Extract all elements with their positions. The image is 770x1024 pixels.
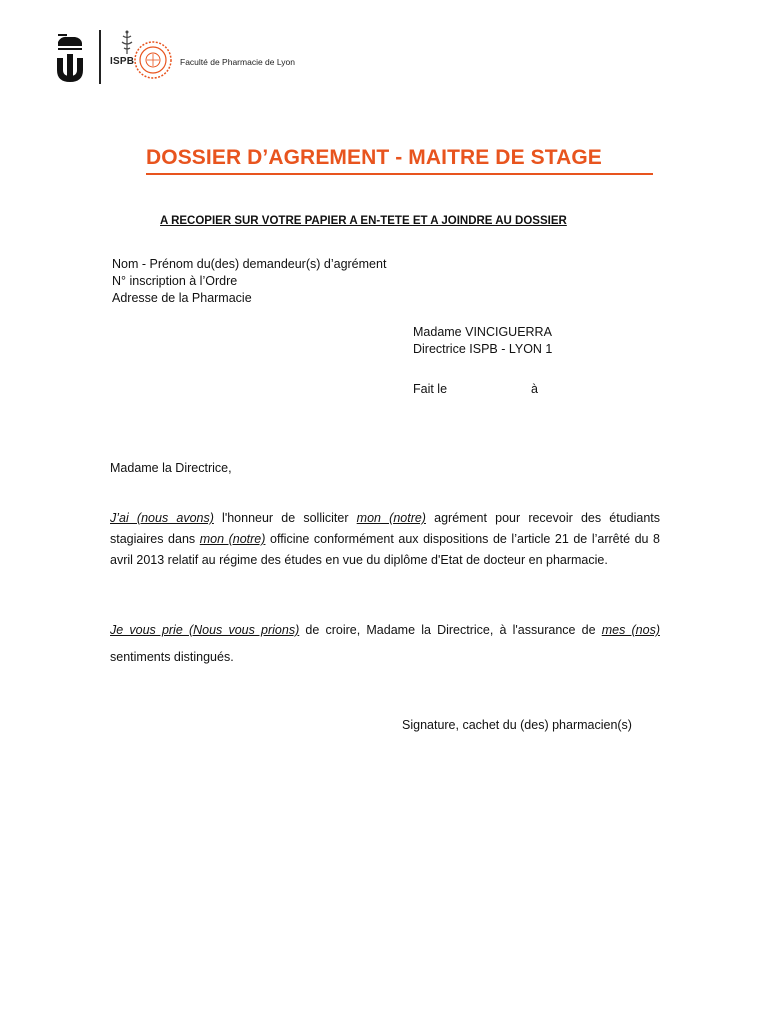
signature-line: Signature, cachet du (des) pharmacien(s) bbox=[402, 718, 632, 732]
ispb-label: ISPB bbox=[110, 56, 135, 67]
faculty-label: Faculté de Pharmacie de Lyon bbox=[180, 57, 295, 67]
para2-text-b: sentiments distingués. bbox=[110, 650, 234, 664]
place-date-line bbox=[413, 382, 538, 396]
para1-possessive-1: mon (notre) bbox=[356, 511, 426, 525]
a-label: à bbox=[531, 382, 538, 396]
para2-possessive: mes (nos) bbox=[601, 623, 660, 637]
para2-text-a: de croire, Madame la Directrice, à l'assurance de bbox=[299, 623, 602, 637]
body-paragraph-1 bbox=[110, 508, 660, 571]
sender-block bbox=[112, 256, 386, 307]
para1-text-c: officine conformément aux dispositions de l’article 21 de l’arrêté du 8 avril 2013 relatif au régime des études en vue du diplôme d'Etat de docteur en pharmacie. bbox=[110, 532, 660, 567]
recipient-title: Directrice ISPB - LYON 1 bbox=[413, 342, 553, 356]
ispb-seal-icon bbox=[133, 40, 173, 80]
recipient-block bbox=[413, 324, 552, 358]
salutation: Madame la Directrice, bbox=[110, 461, 232, 475]
document-subtitle: A RECOPIER SUR VOTRE PAPIER A EN-TETE ET A JOINDRE AU DOSSIER bbox=[160, 215, 567, 227]
para1-subject: J’ai (nous avons) bbox=[110, 511, 214, 525]
fait-le-label: Fait le bbox=[413, 382, 448, 396]
sender-address-line: Adresse de la Pharmacie bbox=[112, 291, 252, 305]
para1-possessive-2: mon (notre) bbox=[199, 532, 266, 546]
document-title: DOSSIER D’AGREMENT - MAITRE DE STAGE bbox=[146, 146, 602, 169]
para2-subject: Je vous prie (Nous vous prions) bbox=[110, 623, 300, 637]
header-separator bbox=[99, 30, 101, 84]
recipient-name: Madame VINCIGUERRA bbox=[413, 325, 552, 339]
sender-order-line: N° inscription à l’Ordre bbox=[112, 274, 238, 288]
sender-name-line: Nom - Prénom du(des) demandeur(s) d’agrément bbox=[112, 257, 387, 271]
para1-text-b: agrément pour recevoir des étudiants stagiaires dans bbox=[110, 511, 661, 546]
university-lyon1-logo bbox=[55, 32, 85, 84]
body-paragraph-2 bbox=[110, 617, 660, 671]
para1-text-a: l'honneur de solliciter bbox=[213, 511, 357, 525]
title-underline bbox=[146, 173, 653, 175]
